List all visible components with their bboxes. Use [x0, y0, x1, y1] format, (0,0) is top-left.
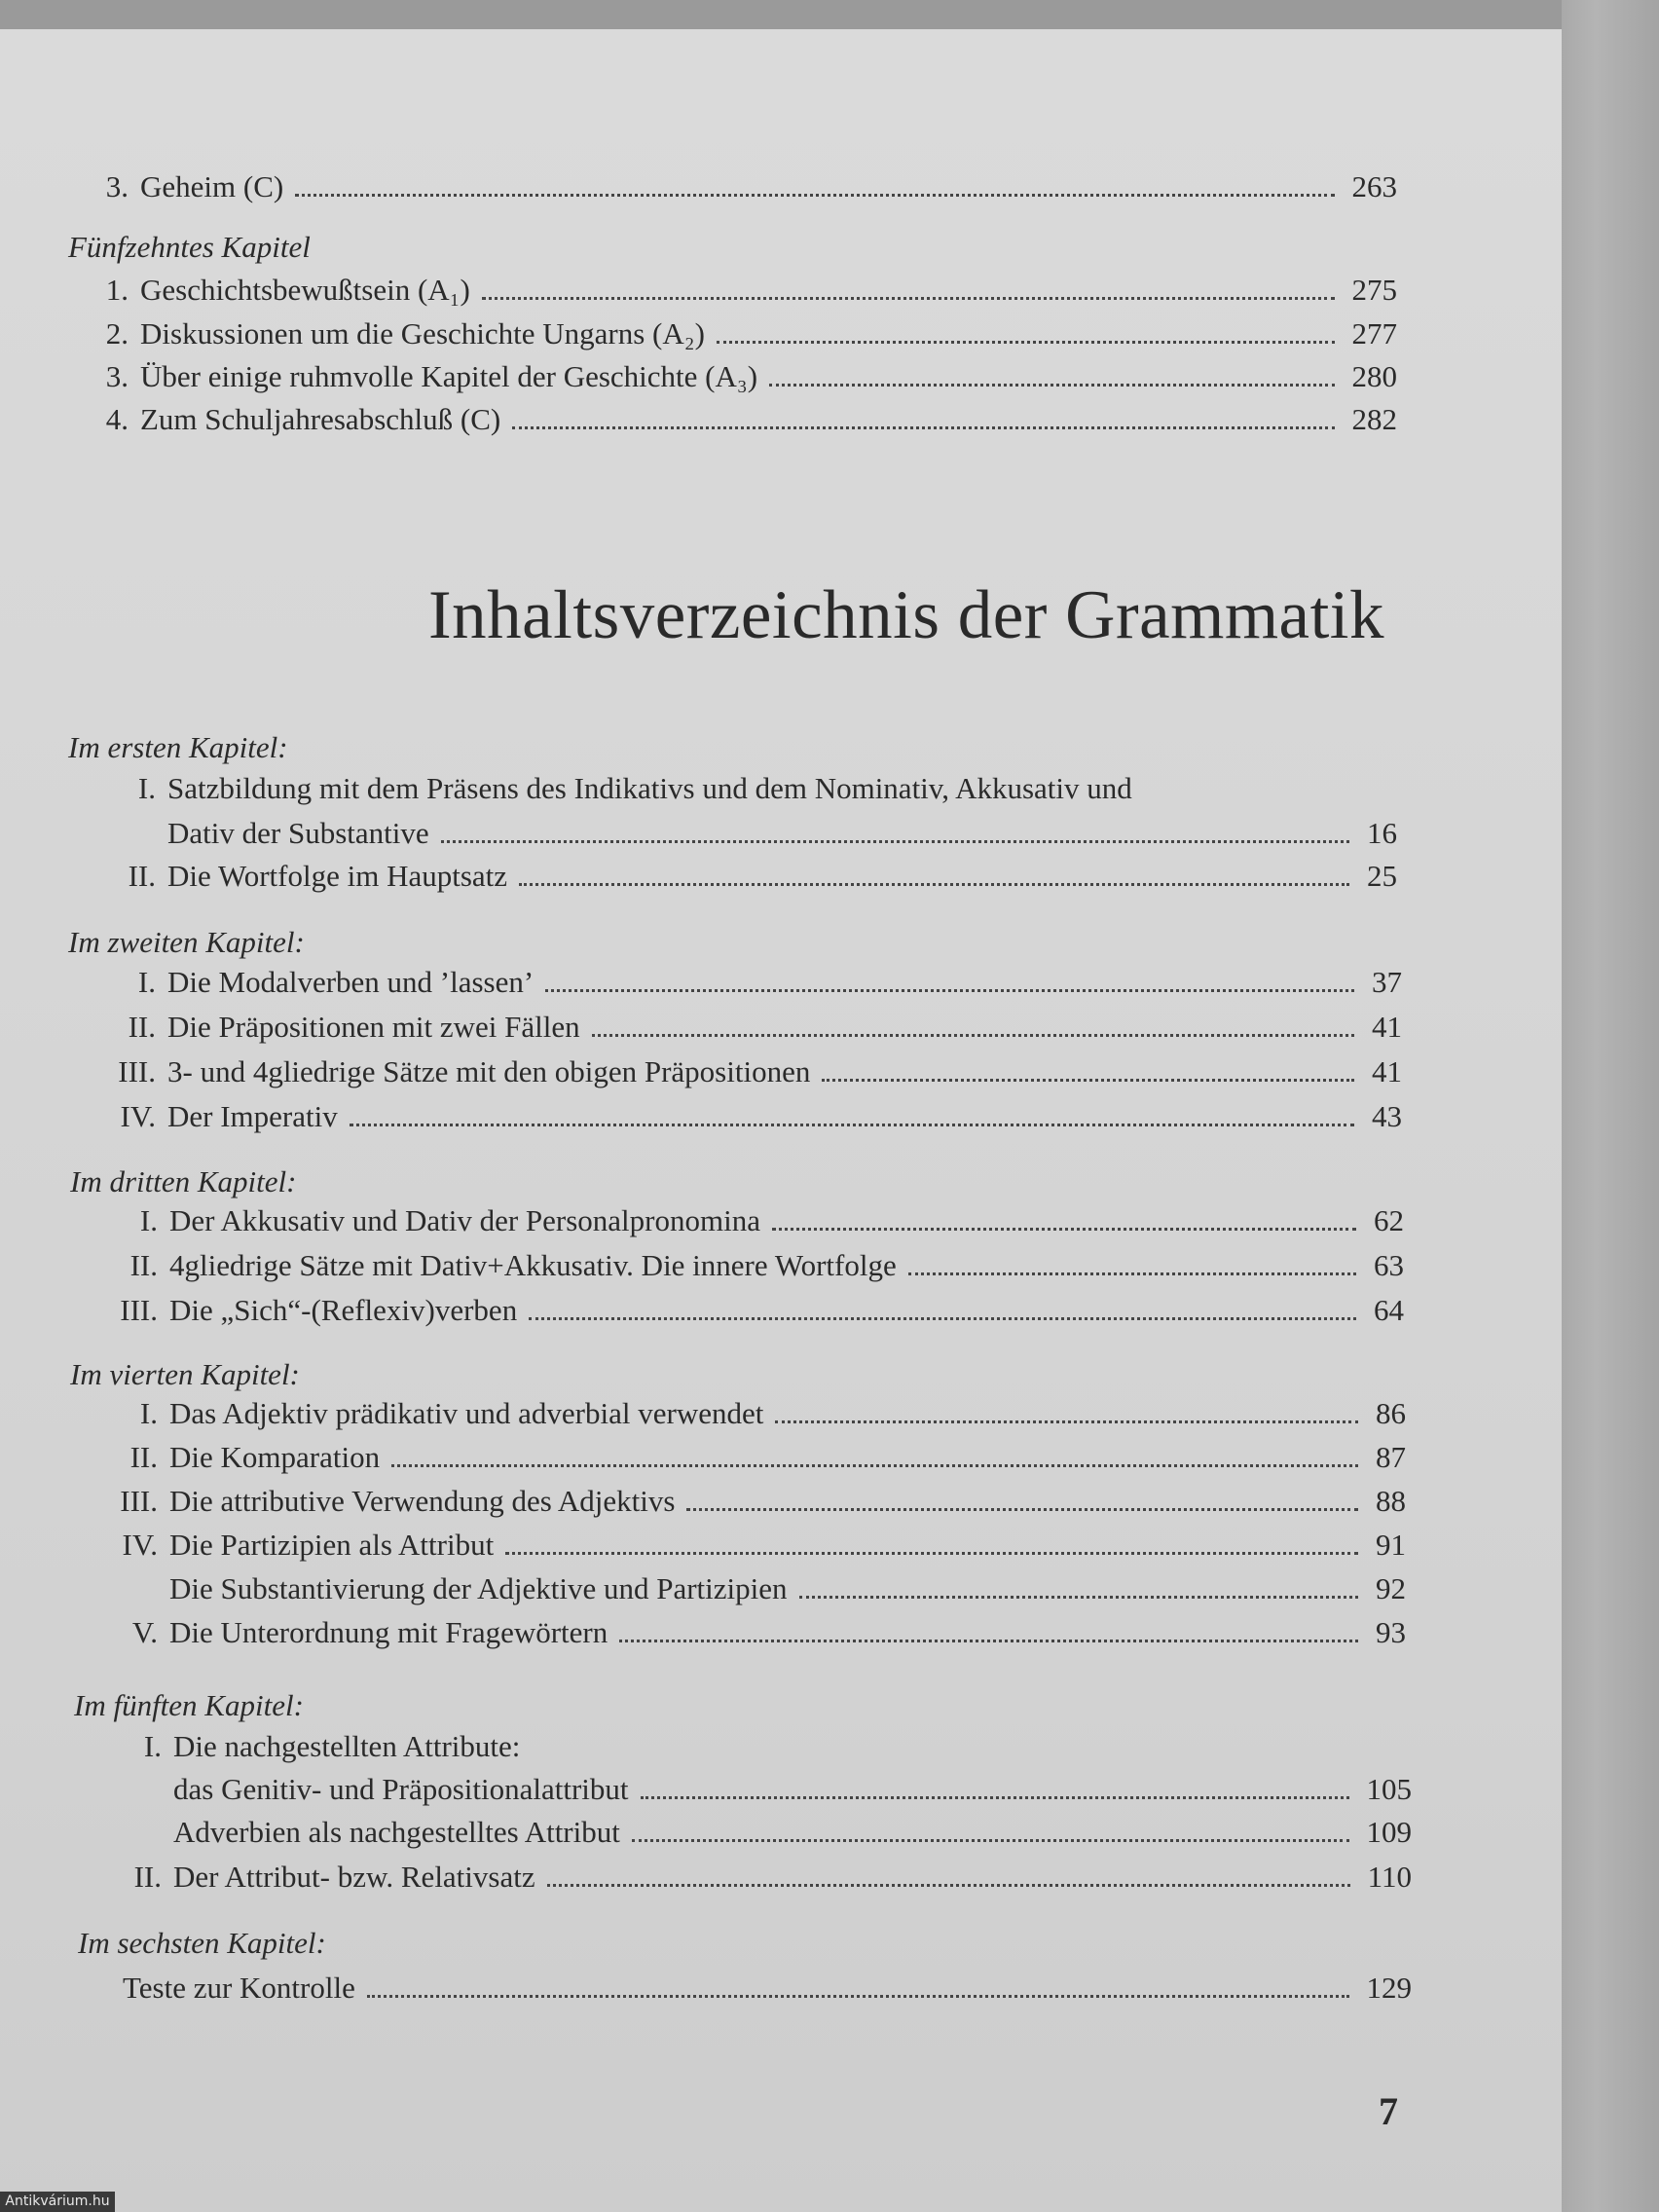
leader-dots — [775, 1420, 1358, 1423]
toc-entry-page: 129 — [1366, 1971, 1412, 2005]
toc-entry — [70, 1201, 1404, 1240]
toc-entry-title: Dativ der Substantive — [167, 816, 429, 850]
toc-entry-title: Die Substantivierung der Adjektive und Partizipien — [169, 1571, 788, 1605]
toc-entry-line — [74, 1727, 520, 1766]
toc-entry-page: 110 — [1367, 1860, 1412, 1894]
leader-dots — [529, 1317, 1356, 1320]
toc-entry — [70, 1291, 1404, 1330]
toc-entry-number: I. — [137, 771, 156, 805]
toc-entry-number: III. — [120, 1293, 158, 1327]
toc-entry-page: 41 — [1372, 1010, 1402, 1044]
toc-entry-number: II. — [128, 1010, 156, 1044]
toc-entry — [68, 271, 1397, 310]
toc-entry-page: 88 — [1376, 1484, 1406, 1518]
toc-entry-page: 62 — [1374, 1203, 1404, 1237]
toc-entry-page: 25 — [1367, 859, 1397, 893]
toc-entry — [70, 1613, 1406, 1652]
toc-entry-title: Die Partizipien als Attribut — [169, 1528, 495, 1562]
leader-dots — [772, 1228, 1356, 1231]
toc-entry — [68, 1097, 1402, 1136]
leader-dots — [908, 1272, 1356, 1275]
leader-dots — [717, 341, 1335, 344]
toc-entry-title: Die attributive Verwendung des Adjektivs — [169, 1484, 676, 1518]
leader-dots — [641, 1796, 1349, 1799]
leader-dots — [441, 840, 1349, 843]
toc-entry-title: Die „Sich“-(Reflexiv)verben — [169, 1293, 518, 1327]
toc-entry — [68, 314, 1397, 353]
toc-entry-page: 277 — [1351, 316, 1397, 350]
toc-entry-line — [68, 769, 1132, 808]
toc-entry-number: IV. — [120, 1099, 156, 1133]
leader-dots — [512, 426, 1334, 429]
toc-entry-number: II. — [129, 1440, 158, 1474]
toc-entry-number: 3. — [105, 169, 129, 203]
toc-entry — [78, 1969, 1412, 2008]
toc-entry-title: Der Akkusativ und Dativ der Personalpronomina — [169, 1203, 760, 1237]
leader-dots — [545, 989, 1354, 992]
chapter-heading: Im sechsten Kapitel: — [78, 1926, 326, 1960]
leader-dots — [519, 883, 1349, 886]
toc-entry-page: 16 — [1367, 816, 1397, 850]
chapter-heading: Fünfzehntes Kapitel — [68, 230, 311, 264]
toc-entry-page: 92 — [1376, 1571, 1406, 1605]
toc-entry-title: Die nachgestellten Attribute: — [173, 1729, 521, 1763]
toc-entry-page: 282 — [1351, 402, 1397, 436]
watermark: Antikvárium.hu — [0, 2192, 115, 2212]
toc-entry — [70, 1394, 1406, 1433]
page-number: 7 — [1379, 2089, 1398, 2133]
toc-entry-title: Satzbildung mit dem Präsens des Indikativs und dem Nominativ, Akkusativ und — [167, 771, 1132, 805]
leader-dots — [367, 1995, 1349, 1998]
toc-entry-page: 37 — [1372, 965, 1402, 999]
toc-entry-title: 4gliedrige Sätze mit Dativ+Akkusativ. Die innere Wortfolge — [169, 1248, 897, 1282]
toc-entry-title: Zum Schuljahresabschluß (C) — [140, 402, 501, 436]
leader-dots — [505, 1552, 1358, 1555]
toc-entry-number: I. — [139, 1396, 158, 1430]
toc-entry-page: 109 — [1366, 1815, 1412, 1849]
toc-entry-page: 63 — [1374, 1248, 1404, 1282]
toc-entry-page: 93 — [1376, 1615, 1406, 1649]
toc-entry-number: I. — [137, 965, 156, 999]
toc-entry-page: 86 — [1376, 1396, 1406, 1430]
toc-entry-number: III. — [120, 1484, 158, 1518]
leader-dots — [686, 1508, 1358, 1511]
toc-entry-number: II. — [128, 859, 156, 893]
toc-entry-number: 1. — [105, 273, 129, 307]
toc-entry — [74, 1770, 1412, 1809]
toc-entry-page: 41 — [1372, 1054, 1402, 1088]
leader-dots — [547, 1884, 1350, 1887]
toc-entry — [70, 1482, 1406, 1521]
toc-entry — [70, 1246, 1404, 1285]
toc-entry-number: 2. — [105, 316, 129, 350]
toc-entry-page: 64 — [1374, 1293, 1404, 1327]
toc-entry — [68, 357, 1397, 396]
toc-entry-title: Diskussionen um die Geschichte Ungarns (A₂) — [140, 316, 705, 350]
toc-entry — [74, 1813, 1412, 1852]
toc-entry-page: 91 — [1376, 1528, 1406, 1562]
toc-entry-title: Die Modalverben und ’lassen’ — [167, 965, 535, 999]
toc-entry — [68, 1008, 1402, 1047]
toc-entry — [68, 963, 1402, 1002]
toc-entry-title: Über einige ruhmvolle Kapitel der Geschichte (A₃) — [140, 359, 758, 393]
chapter-heading: Im fünften Kapitel: — [74, 1688, 304, 1722]
toc-entry-title: Die Präpositionen mit zwei Fällen — [167, 1010, 580, 1044]
toc-entry — [70, 1569, 1406, 1608]
toc-entry — [68, 1052, 1402, 1091]
toc-entry-page: 87 — [1376, 1440, 1406, 1474]
leader-dots — [799, 1596, 1358, 1599]
toc-entry-number: II. — [129, 1248, 158, 1282]
toc-entry-page: 275 — [1351, 273, 1397, 307]
leader-dots — [619, 1640, 1358, 1642]
toc-entry — [70, 1438, 1406, 1477]
toc-entry-page: 263 — [1351, 169, 1397, 203]
toc-entry — [68, 857, 1397, 896]
toc-entry-title: das Genitiv- und Präpositionalattribut — [173, 1772, 629, 1806]
toc-entry-page: 105 — [1366, 1772, 1412, 1806]
leader-dots — [632, 1839, 1349, 1842]
book-spine-shadow — [1562, 0, 1659, 2212]
toc-entry-page: 280 — [1351, 359, 1397, 393]
toc-entry-number: 4. — [105, 402, 129, 436]
leader-dots — [822, 1079, 1354, 1082]
leader-dots — [391, 1464, 1358, 1467]
toc-entry — [68, 814, 1397, 853]
chapter-heading: Im zweiten Kapitel: — [68, 925, 305, 959]
leader-dots — [769, 384, 1334, 387]
toc-entry-title: Die Komparation — [169, 1440, 381, 1474]
chapter-heading: Im ersten Kapitel: — [68, 730, 288, 764]
toc-entry-number: 3. — [105, 359, 129, 393]
chapter-heading: Im vierten Kapitel: — [70, 1357, 300, 1391]
toc-entry-number: II. — [133, 1860, 162, 1894]
toc-entry-title: 3- und 4gliedrige Sätze mit den obigen Präpositionen — [167, 1054, 811, 1088]
toc-entry-title: Geschichtsbewußtsein (A₁) — [140, 273, 470, 307]
toc-entry-title: Die Wortfolge im Hauptsatz — [167, 859, 508, 893]
toc-entry-title: Adverbien als nachgestelltes Attribut — [173, 1815, 620, 1849]
toc-entry-number: V. — [131, 1615, 158, 1649]
toc-entry-number: I. — [143, 1729, 162, 1763]
leader-dots — [350, 1124, 1354, 1126]
toc-entry-title: Geheim (C) — [140, 169, 284, 203]
toc-entry — [74, 1858, 1412, 1897]
toc-entry-page: 43 — [1372, 1099, 1402, 1133]
toc-entry-title: Der Attribut- bzw. Relativsatz — [173, 1860, 535, 1894]
leader-dots — [482, 297, 1335, 300]
page-title: Inhaltsverzeichnis der Grammatik — [428, 577, 1385, 653]
toc-entry — [68, 167, 1397, 206]
toc-entry-title: Teste zur Kontrolle — [123, 1971, 355, 2005]
toc-entry-title: Das Adjektiv prädikativ und adverbial verwendet — [169, 1396, 764, 1430]
leader-dots — [592, 1034, 1354, 1037]
toc-entry-title: Der Imperativ — [167, 1099, 338, 1133]
leader-dots — [295, 194, 1334, 197]
toc-entry-title: Die Unterordnung mit Fragewörtern — [169, 1615, 608, 1649]
toc-entry-number: III. — [118, 1054, 156, 1088]
toc-entry — [68, 400, 1397, 439]
toc-entry-number: I. — [139, 1203, 158, 1237]
toc-entry — [70, 1526, 1406, 1565]
chapter-heading: Im dritten Kapitel: — [70, 1164, 297, 1198]
toc-entry-number: IV. — [122, 1528, 158, 1562]
